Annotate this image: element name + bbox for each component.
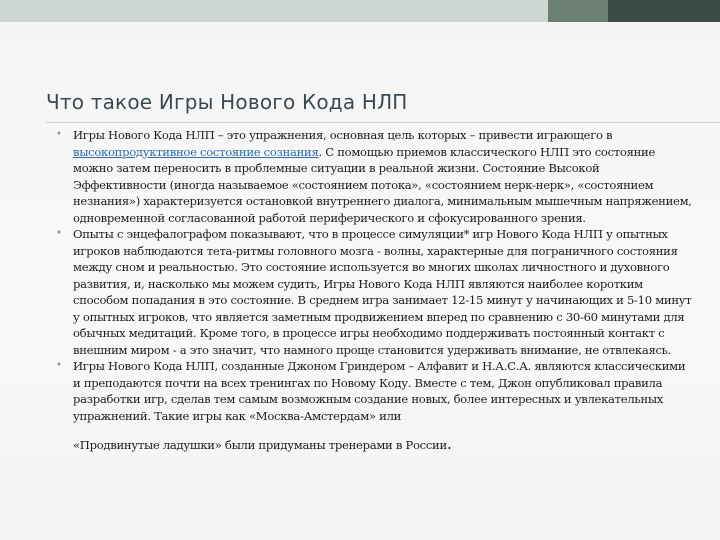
bullet-3-closing-text: «Продвинутые ладушки» были придуманы тренерами в России: [73, 438, 447, 452]
slide-title: Что такое Игры Нового Кода НЛП: [46, 90, 408, 114]
title-divider: [46, 122, 720, 123]
bullet-1-text: Игры Нового Кода НЛП – это упражнения, основная цель которых – привести играющего в: [73, 128, 613, 142]
bullet-icon: •: [56, 228, 62, 239]
top-decorative-bar: [0, 0, 720, 22]
bullet-item-2: [56, 226, 696, 358]
top-bar-mid-segment: [548, 0, 608, 22]
closing-period: .: [446, 434, 452, 453]
bullet-icon: •: [56, 360, 62, 371]
bullet-icon: •: [56, 129, 62, 140]
bullet-item-1: [56, 127, 696, 226]
slide-content: [56, 127, 696, 454]
bullet-2-text: Опыты с энцефалографом показывают, что в процессе симуляции* игр Нового Кода НЛП у опытных игроков наблюдаются тета-ритмы головного мозга - волны, характерные для пограничного состояния между сном и реальностью. Это состояние используется во многих школах личностного и духовного развития, и, насколько мы можем судить, Игры Нового Кода НЛП являются наиболее коротким способом попадания в это состояние. В среднем игра занимает 12-15 минут у начинающих и 5-10 минут у опытных игроков, что является заметным продвижением вперед по сравнению с 30-60 минутами для обычных медитаций. Кроме того, в процессе игры необходимо поддерживать постоянный контакт с внешним миром - а это значит, что намного проще становится удерживать внимание, не отвлекаясь.: [73, 227, 692, 357]
bullet-item-3: [56, 358, 696, 454]
bullet-3-text: Игры Нового Кода НЛП, созданные Джоном Гриндером – Алфавит и Н.А.С.А. являются классическими и преподаются почти на всех тренингах по Новому Коду. Вместе с тем, Джон опубликовал правила разработки игр, сделав тем самым возможным создание новых, более интересных и увлекательных упражнений. Такие игры как «Москва-Амстердам» или: [73, 359, 686, 423]
high-productivity-state-link[interactable]: высокопродуктивное состояние сознания: [73, 144, 319, 159]
top-bar-light-segment: [0, 0, 548, 22]
top-bar-dark-segment: [608, 0, 720, 22]
bullet-1-text-continued: . С помощью приемов классического НЛП это состояние можно затем переносить в проблемные ситуации в реальной жизни. Состояние Высокой Эффективности (иногда называемое «состоянием потока», «состоянием нерк-нерк», «состоянием незнания») характеризуется остановкой внутреннего диалога, минимальным мышечным напряжением, одновременной согласованной работой периферического и сфокусированного зрения.: [73, 144, 692, 225]
bullet-3-closing-line: [73, 434, 696, 454]
